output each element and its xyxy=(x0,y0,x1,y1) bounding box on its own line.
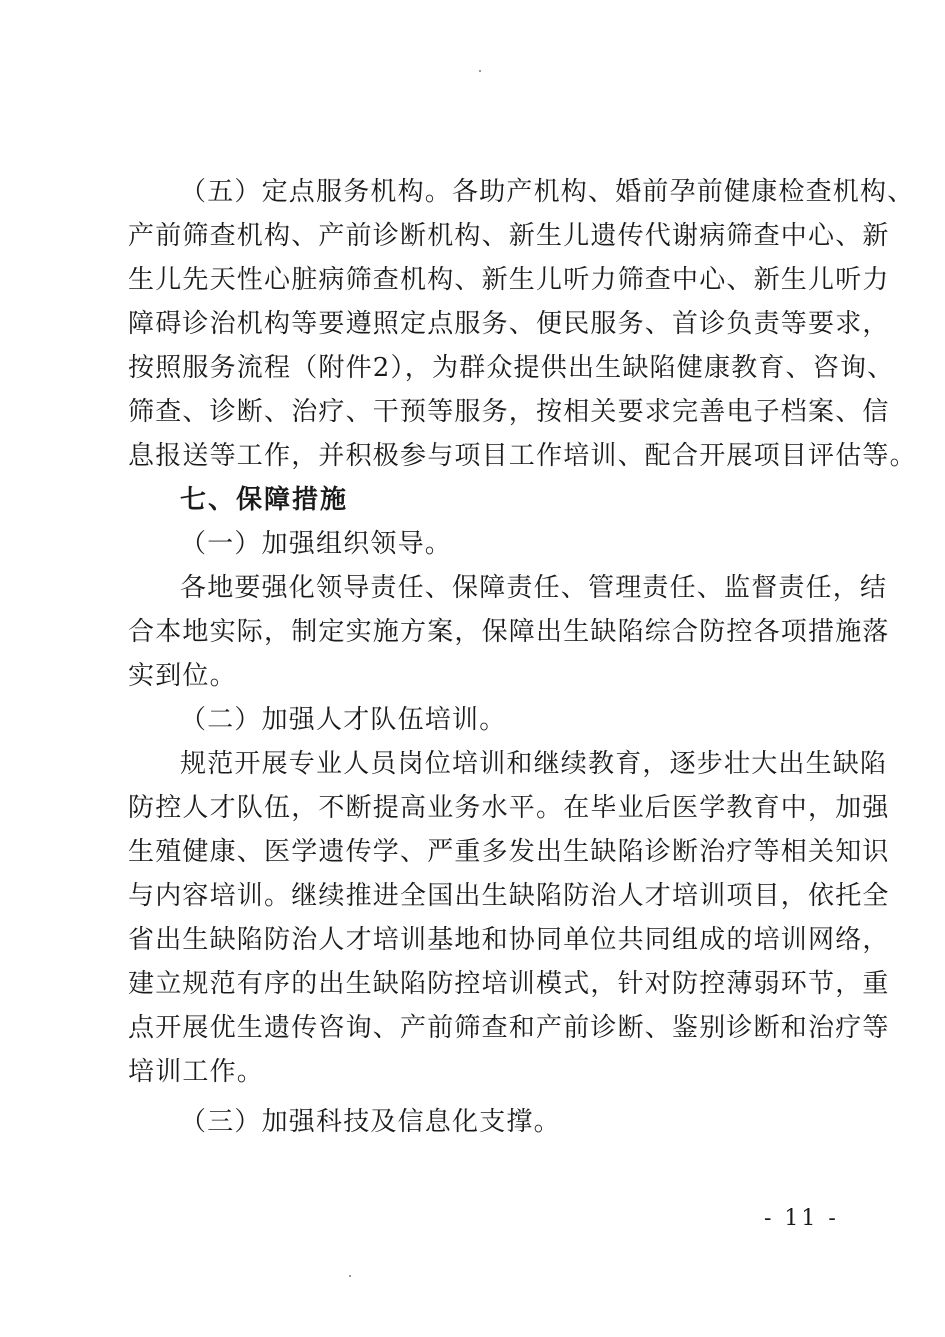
paragraph-line: 实到位。 xyxy=(128,661,237,691)
paragraph-line: 培训工作。 xyxy=(128,1057,265,1087)
paragraph-line: 与内容培训。继续推进全国出生缺陷防治人才培训项目，依托全 xyxy=(128,881,890,911)
paragraph-line: 各地要强化领导责任、保障责任、管理责任、监督责任，结 xyxy=(180,573,888,603)
paragraph-line: 防控人才队伍，不断提高业务水平。在毕业后医学教育中，加强 xyxy=(128,793,890,823)
paragraph-line: 生儿先天性心脏病筛查机构、新生儿听力筛查中心、新生儿听力 xyxy=(128,265,890,295)
paragraph-line: 产前筛查机构、产前诊断机构、新生儿遗传代谢病筛查中心、新 xyxy=(128,221,890,251)
section-heading: 七、保障措施 xyxy=(180,485,349,515)
paragraph-line: 按照服务流程（附件2），为群众提供出生缺陷健康教育、咨询、 xyxy=(128,353,895,383)
paragraph-line: （五）定点服务机构。各助产机构、婚前孕前健康检查机构、 xyxy=(180,177,915,207)
paragraph-line: 建立规范有序的出生缺陷防控培训模式，针对防控薄弱环节，重 xyxy=(128,969,890,999)
subsection-heading: （二）加强人才队伍培训。 xyxy=(180,705,507,735)
subsection-heading: （一）加强组织领导。 xyxy=(180,529,453,559)
subsection-heading: （三）加强科技及信息化支撑。 xyxy=(180,1107,561,1137)
paragraph-line: 规范开展专业人员岗位培训和继续教育，逐步壮大出生缺陷 xyxy=(180,749,888,779)
scan-speck xyxy=(479,70,481,72)
paragraph-line: 点开展优生遗传咨询、产前筛查和产前诊断、鉴别诊断和治疗等 xyxy=(128,1013,890,1043)
scan-speck xyxy=(349,1275,351,1277)
paragraph-line: 生殖健康、医学遗传学、严重多发出生缺陷诊断治疗等相关知识 xyxy=(128,837,890,867)
paragraph-line: 省出生缺陷防治人才培训基地和协同单位共同组成的培训网络， xyxy=(128,925,890,955)
paragraph-line: 息报送等工作，并积极参与项目工作培训、配合开展项目评估等。 xyxy=(128,441,917,471)
paragraph-line: 合本地实际，制定实施方案，保障出生缺陷综合防控各项措施落 xyxy=(128,617,890,647)
page-number: - 11 - xyxy=(764,1206,839,1231)
paragraph-line: 筛查、诊断、治疗、干预等服务，按相关要求完善电子档案、信 xyxy=(128,397,890,427)
paragraph-line: 障碍诊治机构等要遵照定点服务、便民服务、首诊负责等要求， xyxy=(128,309,890,339)
